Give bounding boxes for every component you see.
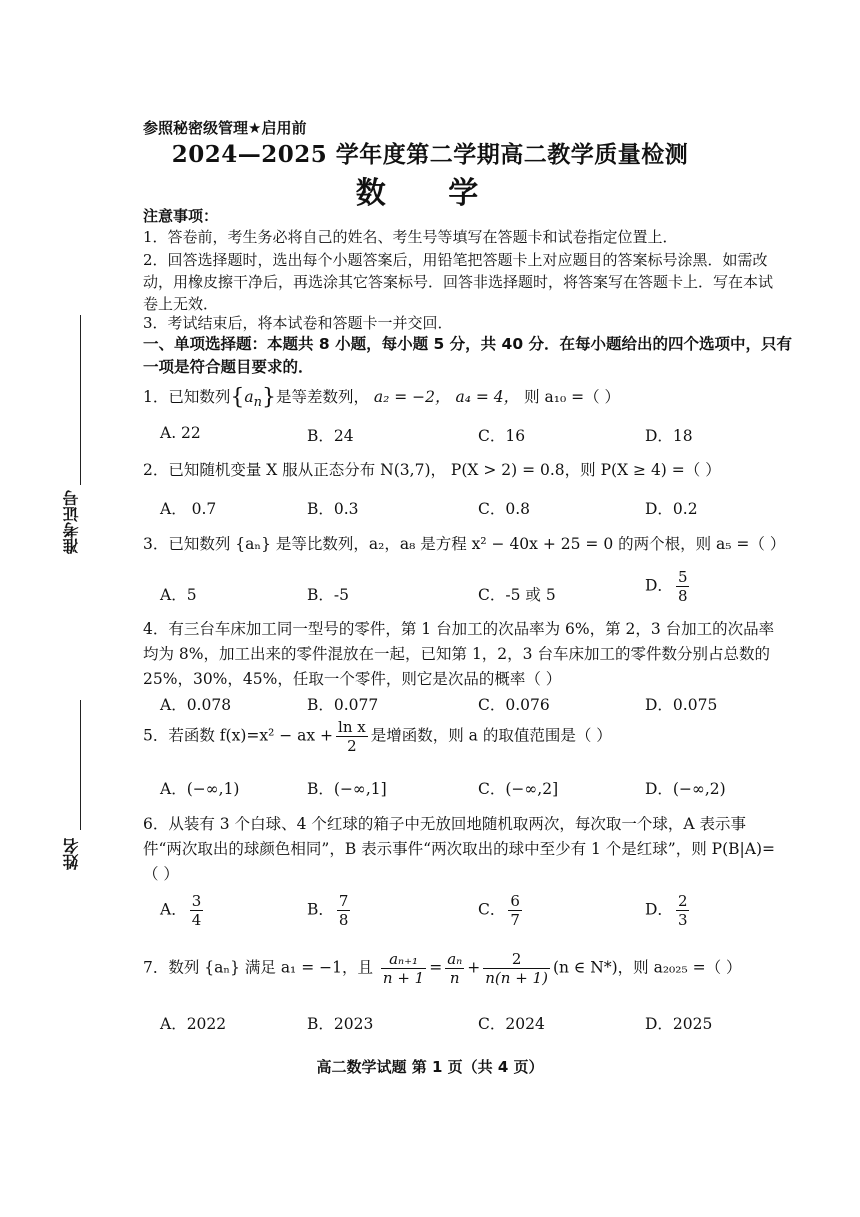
q4-option-c: C．0.076 <box>478 696 550 714</box>
q3-option-a: A．5 <box>160 586 197 604</box>
q6-option-b: B． $\frac{7}{8}$ <box>307 892 349 929</box>
q5-option-a: A．(−∞,1) <box>160 780 240 798</box>
question-3: 3．已知数列 {aₙ} 是等比数列，a₂，a₈ 是方程 x² − 40x + 25 = 0 的两个根，则 a₅ =（ ） <box>143 535 786 553</box>
q5-fraction: $\frac{\text{ln x}}{2}$ <box>338 718 366 755</box>
q1-option-c: C．16 <box>478 427 526 445</box>
question-6: 6．从装有 3 个白球、4 个红球的箱子中无放回地随机取两次，每次取一个球，A 表示事件“两次取出的球颜色相同”，B 表示事件“两次取出的球中至少有 1 个是红球”，则 P(B|A)=（ ） <box>143 815 775 883</box>
q3-option-d: D． $\frac{5}{8}$ <box>645 568 688 605</box>
q5-option-d: D．(−∞,2) <box>645 780 726 798</box>
binding-line-name <box>80 700 81 830</box>
q3-option-b: B．-5 <box>307 586 349 604</box>
q1-option-a: A. 22 <box>160 424 201 442</box>
secret-level-label: 参照秘密级管理★启用前 <box>143 119 307 137</box>
q1-option-b: B．24 <box>307 427 354 445</box>
notice-item-2: 2．回答选择题时，选出每个小题答案后，用铅笔把答题卡上对应题目的答案标号涂黑．如需改动，用橡皮擦干净后，再选涂其它答案标号．回答非选择题时，将答案写在答题卡上．写在本试卷上无效． <box>143 251 774 313</box>
q5-option-c: C．(−∞,2] <box>478 780 559 798</box>
q4-option-a: A．0.078 <box>160 696 232 714</box>
q7-option-b: B．2023 <box>307 1015 374 1033</box>
question-1: 1．已知数列$\{a_n\}$是等差数列， a₂ = −2， a₄ = 4， 则 a₁₀ =（ ） <box>143 385 621 411</box>
q4-option-d: D．0.075 <box>645 696 718 714</box>
page-footer: 高二数学试题 第 1 页（共 4 页） <box>316 1058 544 1076</box>
q4-option-b: B．0.077 <box>307 696 379 714</box>
binding-line-exam-id <box>80 315 81 485</box>
q5-option-b: B．(−∞,1] <box>307 780 387 798</box>
question-5: 5．若函数 f(x)=x² − ax + $\frac{\text{ln x}}{2}$ 是增函数，则 a 的取值范围是（ ） <box>143 718 612 755</box>
q6-option-c: C． $\frac{6}{7}$ <box>478 892 520 929</box>
q7-option-c: C．2024 <box>478 1015 545 1033</box>
exam-title: 2024—2025 学年度第二学期高二教学质量检测 <box>171 141 689 168</box>
q1-option-d: D．18 <box>645 427 693 445</box>
q2-option-a: A． 0.7 <box>160 500 217 518</box>
q6-option-d: D． $\frac{2}{3}$ <box>645 892 688 929</box>
name-label: 姓名 <box>62 838 81 870</box>
question-2: 2．已知随机变量 X 服从正态分布 N(3,7)， P(X > 2) = 0.8，则 P(X ≥ 4) =（ ） <box>143 461 721 479</box>
q7-option-d: D．2025 <box>645 1015 713 1033</box>
q6-option-a: A． $\frac{3}{4}$ <box>160 892 202 929</box>
q3-fraction: $\frac{5}{8}$ <box>677 568 688 605</box>
question-4: 4．有三台车床加工同一型号的零件，第 1 台加工的次品率为 6%，第 2，3 台加工的次品率均为 8%，加工出来的零件混放在一起，已知第 1，2，3 台车床加工的零件数分别占总数的 25%，30%，45%，任取一个零件，则它是次品的概率（ ） <box>143 620 775 688</box>
section-heading: 一、单项选择题：本题共 8 小题，每小题 5 分，共 40 分．在每小题给出的四个选项中，只有一项是符合题目要求的． <box>143 335 793 376</box>
question-7: 7．数列 {aₙ} 满足 a₁ = −1，且 $\frac{\text{aₙ₊₁}}{n + 1}$ = $\frac{\text{aₙ}}{n}$ + $\frac{2}{n(n + 1)}$ (n ∈ N*)，则 a₂₀₂₅ =（ ） <box>143 950 742 987</box>
q3-option-c: C．-5 或 5 <box>478 586 556 604</box>
notice-heading: 注意事项： <box>143 207 219 225</box>
q2-option-b: B．0.3 <box>307 500 359 518</box>
subject-title: 数 学 <box>355 176 505 211</box>
q2-option-d: D．0.2 <box>645 500 698 518</box>
notice-item-3: 3．考试结束后，将本试卷和答题卡一并交回． <box>143 314 453 332</box>
notice-item-1: 1．答卷前，考生务必将自己的姓名、考生号等填写在答题卡和试卷指定位置上． <box>143 228 678 246</box>
q2-option-c: C．0.8 <box>478 500 531 518</box>
exam-id-label: 准考证号 <box>62 490 81 554</box>
q7-option-a: A．2022 <box>160 1015 227 1033</box>
